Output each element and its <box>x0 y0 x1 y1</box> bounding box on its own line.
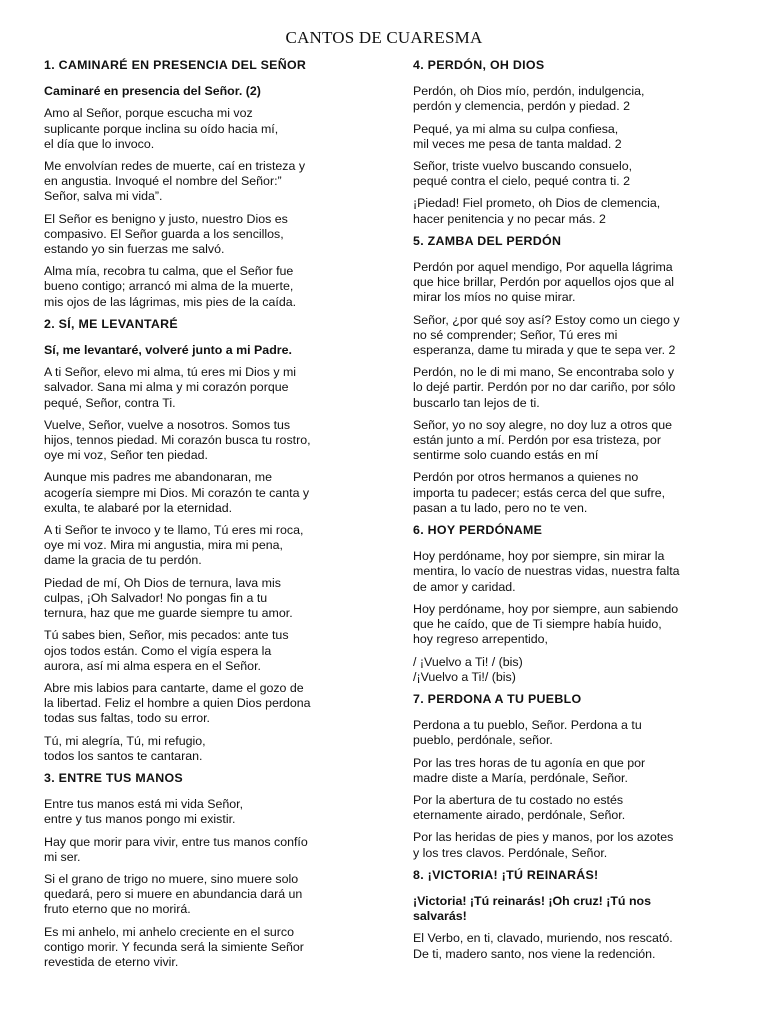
song-stanza: Es mi anhelo, mi anhelo creciente en el surco contigo morir. Y fecunda será la simiente Señor revestida de eterno vivir. <box>44 924 304 969</box>
song-stanza: Hoy perdóname, hoy por siempre, sin mirar la mentira, lo vacío de nuestras vidas, nuestra falta de amor y caridad. <box>413 549 680 594</box>
song-stanza: Señor, triste vuelvo buscando consuelo, pequé contra el cielo, pequé contra ti. 2 <box>413 159 633 189</box>
song-stanza: ¡Piedad! Fiel prometo, oh Dios de clemencia, hacer penitencia y no pecar más. 2 <box>413 196 661 226</box>
left-column <box>44 58 346 977</box>
song-refrain: ¡Victoria! ¡Tú reinarás! ¡Oh cruz! ¡Tú nos salvarás! <box>413 893 651 924</box>
song-refrain: Caminaré en presencia del Señor. (2) <box>44 84 261 99</box>
song-stanza: Por las tres horas de tu agonía en que por madre diste a María, perdónale, Señor. <box>413 755 646 785</box>
song-section <box>413 868 713 962</box>
song-stanza: Vuelve, Señor, vuelve a nosotros. Somos tus hijos, tennos piedad. Mi corazón busca tu rostro, oye mi voz, Señor ten piedad. <box>44 417 311 463</box>
song-heading: 4. PERDÓN, OH DIOS <box>413 58 545 72</box>
song-heading: 6. HOY PERDÓNAME <box>413 523 543 538</box>
song-stanza: A ti Señor te invoco y te llamo, Tú eres mi roca, oye mi voz. Mira mi angustia, mira mi pena, dame la gracia de tu perdón. <box>44 523 304 568</box>
song-stanza: Entre tus manos está mi vida Señor, entre y tus manos pongo mi existir. <box>44 797 244 827</box>
song-stanza: Perdón por otros hermanos a quienes no importa tu padecer; estás cerca del que sufre, pasan a tu lado, pero no te ven. <box>413 470 666 515</box>
song-stanza: Perdona a tu pueblo, Señor. Perdona a tu pueblo, perdónale, señor. <box>413 718 642 748</box>
song-stanza: Amo al Señor, porque escucha mi voz suplicante porque inclina su oído hacia mí, el día que lo invoco. <box>44 106 279 151</box>
song-stanza: Piedad de mí, Oh Dios de ternura, lava mis culpas, ¡Oh Salvador! No pongas fin a tu ternura, haz que me guarde siempre tu amor. <box>44 575 293 621</box>
song-heading: 8. ¡VICTORIA! ¡TÚ REINARÁS! <box>413 867 599 882</box>
song-heading: 3. ENTRE TUS MANOS <box>44 770 183 785</box>
song-stanza: Señor, ¿por qué soy así? Estoy como un ciego y no sé comprender; Señor, Tú eres mi esperanza, dame tu mirada y que te sepa ver. 2 <box>413 312 680 358</box>
song-refrain: Sí, me levantaré, volveré junto a mi Padre. <box>44 343 292 358</box>
song-section <box>413 692 713 861</box>
song-stanza: Me envolvían redes de muerte, caí en tristeza y en angustia. Invoqué el nombre del Señor:” Señor, salva mi vida”. <box>44 159 306 204</box>
song-section <box>44 317 346 764</box>
song-stanza: Aunque mis padres me abandonaran, me acogería siempre mi Dios. Mi corazón te canta y exulta, te alabaré por la eternidad. <box>44 470 310 515</box>
song-section <box>413 58 713 227</box>
song-stanza: El Señor es benigno y justo, nuestro Dios es compasivo. El Señor guarda a los sencillos, estando yo sin fuerzas me salvó. <box>44 211 288 257</box>
song-section <box>413 234 713 516</box>
song-stanza: Por la abertura de tu costado no estés eternamente airado, perdónale, Señor. <box>413 792 626 823</box>
song-stanza: Si el grano de trigo no muere, sino muere solo quedará, pero si muere en abundancia dará un fruto eterno que no morirá. <box>44 871 303 917</box>
song-stanza: Abre mis labios para cantarte, dame el gozo de la libertad. Feliz el hombre a quien Dios perdona todas sus faltas, todo su error. <box>44 680 311 726</box>
song-heading: 7. PERDONA A TU PUEBLO <box>413 691 582 706</box>
song-section <box>44 58 346 310</box>
right-column <box>413 58 713 969</box>
song-stanza: Hay que morir para vivir, entre tus manos confío mi ser. <box>44 834 308 864</box>
song-section <box>44 771 346 970</box>
song-heading: 2. SÍ, ME LEVANTARÉ <box>44 316 178 331</box>
song-stanza: Perdón, oh Dios mío, perdón, indulgencia, perdón y clemencia, perdón y piedad. 2 <box>413 84 645 114</box>
song-stanza: El Verbo, en ti, clavado, muriendo, nos rescató. De ti, madero santo, nos viene la redención. <box>413 931 673 961</box>
song-stanza: / ¡Vuelvo a Ti! / (bis) /¡Vuelvo a Ti!/ (bis) <box>413 654 523 684</box>
song-stanza: Perdón por aquel mendigo, Por aquella lágrima que hice brillar, Perdón por aquellos ojos que al mirar los míos no quise mirar. <box>413 260 675 305</box>
song-heading: 5. ZAMBA DEL PERDÓN <box>413 233 562 248</box>
song-stanza: A ti Señor, elevo mi alma, tú eres mi Dios y mi salvador. Sana mi alma y mi corazón porque pequé, Señor, contra Ti. <box>44 365 297 410</box>
song-heading: 1. CAMINARÉ EN PRESENCIA DEL SEÑOR <box>44 58 307 72</box>
document-title: CANTOS DE CUARESMA <box>285 28 483 47</box>
song-stanza: Pequé, ya mi alma su culpa confiesa, mil veces me pesa de tanta maldad. 2 <box>413 121 622 151</box>
song-stanza: Hoy perdóname, hoy por siempre, aun sabiendo que he caído, que de Ti siempre había huido, hoy regreso arrepentido, <box>413 601 679 647</box>
song-stanza: Señor, yo no soy alegre, no doy luz a otros que están junto a mí. Perdón por esa tristeza, por sentirme solo cuando estás en mí <box>413 417 672 463</box>
song-stanza: Alma mía, recobra tu calma, que el Señor fue bueno contigo; arrancó mi alma de la muerte, mis ojos de las lágrimas, mis pies de la caída. <box>44 264 297 309</box>
song-stanza: Tú sabes bien, Señor, mis pecados: ante tus ojos todos están. Como el vigía espera la aurora, así mi alma espera en el Señor. <box>44 628 289 673</box>
song-stanza: Tú, mi alegría, Tú, mi refugio, todos los santos te cantaran. <box>44 733 206 763</box>
song-stanza: Por las heridas de pies y manos, por los azotes y los tres clavos. Perdónale, Señor. <box>413 830 674 860</box>
song-stanza: Perdón, no le di mi mano, Se encontraba solo y lo dejé partir. Perdón por no dar cariño, por sólo buscarlo tan lejos de ti. <box>413 365 676 410</box>
song-section <box>413 523 713 685</box>
